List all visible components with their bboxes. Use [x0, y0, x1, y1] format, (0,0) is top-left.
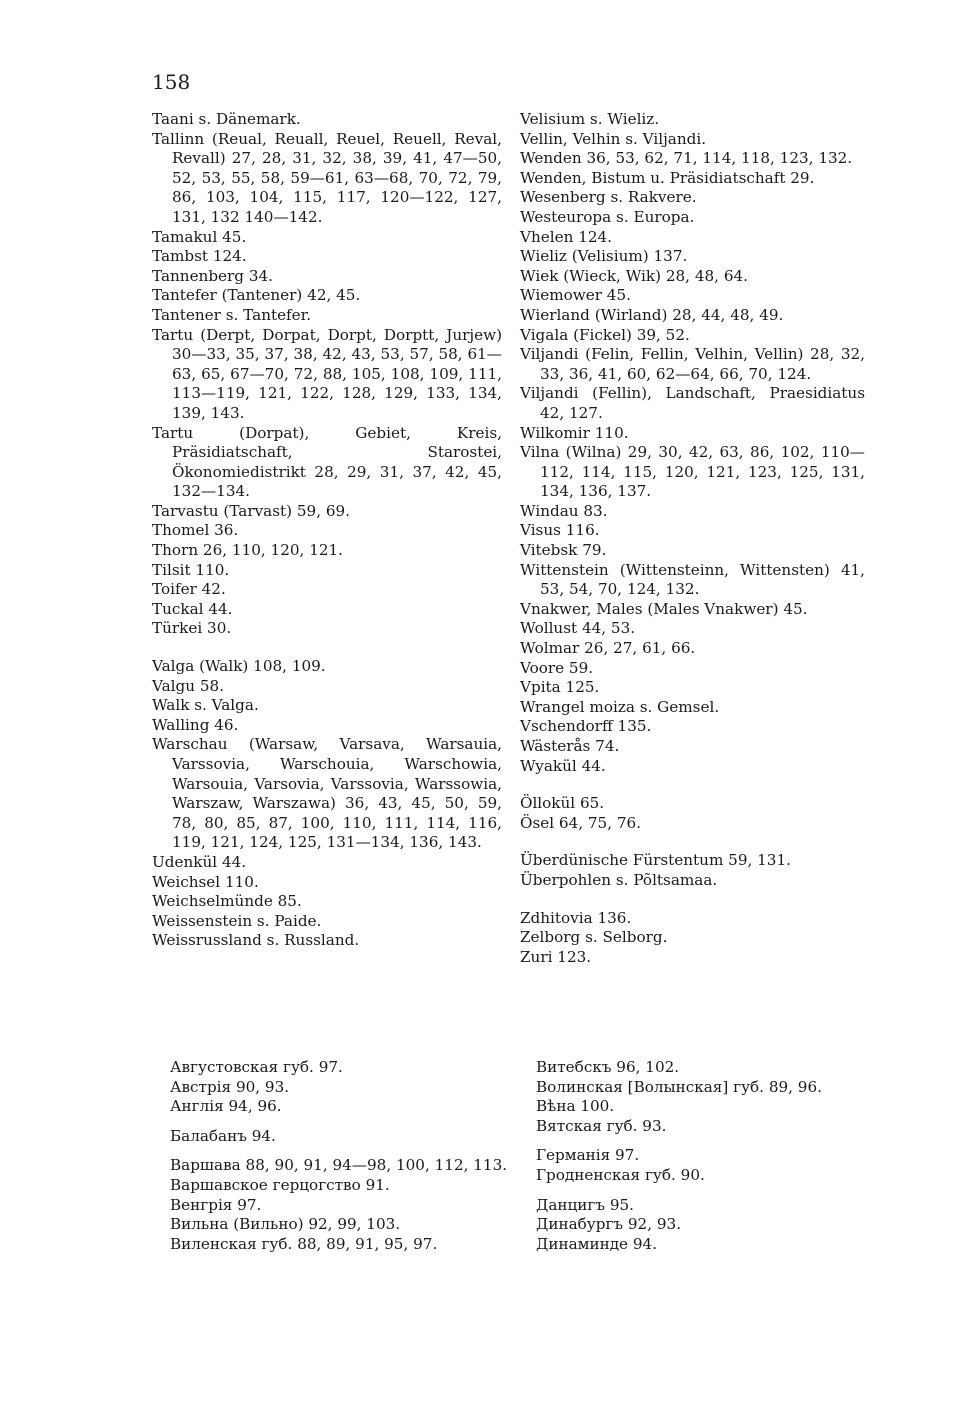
index-entry: Weichselmünde 85.: [152, 892, 302, 911]
index-entry: Walk s. Valga.: [152, 696, 259, 715]
index-entry: Динабургъ 92, 93.: [536, 1215, 682, 1234]
section-gap: [520, 833, 865, 851]
index-entry: Windau 83.: [520, 501, 608, 520]
index-entry: Warschau (Warsaw, Varsava, Warsauia, Varssovia, Warschouia, Warschowia, Warsouia, Varsovia, Varssovia, Warssowia, Warszaw, Warszawa) 36, 43, 45, 50, 59, 78, 80, 85, 87, 100, 110, 111, 114, 116, 119, 121, 124, 125, 131—134, 136, 143.: [152, 735, 502, 852]
section-gap: [520, 891, 865, 909]
index-column-latin-left: [152, 110, 502, 951]
index-entry: Vitebsk 79.: [520, 541, 607, 560]
index-entry: Vhelen 124.: [520, 227, 613, 246]
index-entry: Zdhitovia 136.: [520, 908, 632, 927]
index-entry: Vigala (Fickel) 39, 52.: [520, 325, 690, 344]
index-entry: Wittenstein (Wittensteinn, Wittensten) 41, 53, 54, 70, 124, 132.: [520, 560, 865, 599]
index-entry: Виленская губ. 88, 89, 91, 95, 97.: [170, 1234, 438, 1253]
index-entry: Udenkül 44.: [152, 852, 247, 871]
index-entry: Wenden 36, 53, 62, 71, 114, 118, 123, 132.: [520, 149, 853, 168]
index-entry: Вильна (Вильно) 92, 99, 103.: [170, 1215, 401, 1234]
index-entry: Thomel 36.: [152, 521, 239, 540]
index-entry: Tambst 124.: [152, 247, 247, 266]
index-entry: Варшава 88, 90, 91, 94—98, 100, 112, 113.: [170, 1156, 508, 1175]
index-entry: Tilsit 110.: [152, 560, 230, 579]
index-entry: Витебскъ 96, 102.: [536, 1058, 680, 1076]
index-entry: Wolmar 26, 27, 61, 66.: [520, 639, 696, 658]
section-gap: [152, 639, 502, 657]
index-entry: Wieliz (Velisium) 137.: [520, 247, 688, 266]
index-entry: Tantener s. Tantefer.: [152, 305, 312, 324]
index-entry: Tartu (Derpt, Dorpat, Dorpt, Dorptt, Jurjew) 30—33, 35, 37, 38, 42, 43, 53, 57, 58, 61—63, 65, 67—70, 72, 88, 105, 108, 109, 111, 113—119, 121, 122, 128, 129, 133, 134, 139, 143.: [152, 325, 502, 422]
index-entry: Ösel 64, 75, 76.: [520, 813, 642, 832]
index-entry: Visus 116.: [520, 521, 600, 540]
index-entry: Weissenstein s. Paide.: [152, 911, 322, 930]
section-gap: [170, 1146, 520, 1156]
index-entry: Wenden, Bistum u. Präsidiatschaft 29.: [520, 168, 815, 187]
index-entry: Vellin, Velhin s. Viljandi.: [520, 129, 707, 148]
index-entry: Viljandi (Felin, Fellin, Velhin, Vellin) 28, 32, 33, 36, 41, 60, 62—64, 66, 70, 124.: [520, 345, 865, 383]
index-entry: Волинская [Волынская] губ. 89, 96.: [536, 1077, 822, 1096]
index-entry: Öllokül 65.: [520, 794, 605, 813]
index-entry: Wiemower 45.: [520, 286, 631, 305]
index-entry: Wiek (Wieck, Wik) 28, 48, 64.: [520, 266, 748, 285]
index-entry: Viljandi (Fellin), Landschaft, Praesidiatus 42, 127.: [520, 384, 865, 422]
index-column-cyrillic-right: [536, 1058, 876, 1254]
index-entry: Vilna (Wilna) 29, 30, 42, 63, 86, 102, 110—112, 114, 115, 120, 121, 123, 125, 131, 134, 136, 137.: [520, 443, 865, 501]
index-entry: Tallinn (Reual, Reuall, Reuel, Reuell, Reval, Revall) 27, 28, 31, 32, 38, 39, 41, 47—50, 52, 53, 55, 58, 59—61, 63—68, 70, 72, 79, 86, 103, 104, 115, 117, 120—122, 127, 131, 132 140—142.: [152, 129, 502, 226]
index-entry: Tuckal 44.: [152, 599, 233, 618]
index-entry: Voore 59.: [520, 658, 594, 677]
index-entry: Tarvastu (Tarvast) 59, 69.: [152, 501, 351, 520]
index-entry: Überdünische Fürstentum 59, 131.: [520, 851, 791, 870]
index-entry: Westeuropa s. Europa.: [520, 207, 695, 226]
index-entry: Wyakül 44.: [520, 756, 606, 775]
section-gap: [536, 1136, 876, 1146]
section-gap: [536, 1186, 876, 1196]
index-entry: Динаминде 94.: [536, 1234, 658, 1253]
index-entry: Вятская губ. 93.: [536, 1116, 667, 1135]
index-column-latin-right: [520, 110, 865, 967]
index-entry: Walling 46.: [152, 715, 239, 734]
index-entry: Wilkomir 110.: [520, 423, 629, 442]
index-entry: Wollust 44, 53.: [520, 619, 636, 638]
index-entry: Velisium s. Wieliz.: [520, 110, 660, 128]
index-entry: Valga (Walk) 108, 109.: [152, 657, 326, 676]
index-entry: Wrangel moiza s. Gemsel.: [520, 697, 720, 716]
section-gap: [170, 1117, 520, 1127]
index-entry: Вѣна 100.: [536, 1097, 615, 1116]
index-entry: Vschendorff 135.: [520, 717, 652, 736]
index-entry: Überpohlen s. Põltsamaa.: [520, 870, 718, 889]
index-entry: Vnakwer, Males (Males Vnakwer) 45.: [520, 599, 808, 618]
index-entry: Vpita 125.: [520, 678, 600, 697]
index-entry: Wästerås 74.: [520, 737, 620, 755]
index-entry: Австрія 90, 93.: [170, 1077, 290, 1096]
index-entry: Венгрія 97.: [170, 1195, 262, 1214]
page-number: 158: [152, 70, 191, 94]
index-entry: Tartu (Dorpat), Gebiet, Kreis, Präsidiatschaft, Starostei, Ökonomiedistrikt 28, 29, 31, 37, 42, 45, 132—134.: [152, 423, 502, 501]
index-column-cyrillic-left: [170, 1058, 520, 1254]
index-entry: Valgu 58.: [152, 676, 224, 695]
index-entry: Zelborg s. Selborg.: [520, 928, 668, 947]
index-entry: Toifer 42.: [152, 580, 226, 599]
index-entry: Wierland (Wirland) 28, 44, 48, 49.: [520, 305, 784, 324]
index-entry: Thorn 26, 110, 120, 121.: [152, 541, 344, 560]
index-entry: Данцигъ 95.: [536, 1195, 635, 1214]
index-entry: Zuri 123.: [520, 947, 592, 966]
index-entry: Tannenberg 34.: [152, 266, 274, 285]
index-entry: Tamakul 45.: [152, 227, 247, 246]
index-entry: Германія 97.: [536, 1146, 640, 1165]
index-entry: Taani s. Dänemark.: [152, 110, 301, 128]
index-entry: Wesenberg s. Rakvere.: [520, 188, 697, 207]
index-entry: Англія 94, 96.: [170, 1097, 282, 1116]
index-entry: Варшавское герцогство 91.: [170, 1175, 390, 1194]
index-entry: Августовская губ. 97.: [170, 1058, 343, 1076]
index-entry: Weichsel 110.: [152, 872, 259, 891]
index-entry: Балабанъ 94.: [170, 1126, 276, 1145]
index-entry: Weissrussland s. Russland.: [152, 931, 360, 950]
index-entry: Tantefer (Tantener) 42, 45.: [152, 286, 361, 305]
index-entry: Гродненская губ. 90.: [536, 1165, 705, 1184]
index-entry: Türkei 30.: [152, 619, 232, 638]
section-gap: [520, 776, 865, 794]
